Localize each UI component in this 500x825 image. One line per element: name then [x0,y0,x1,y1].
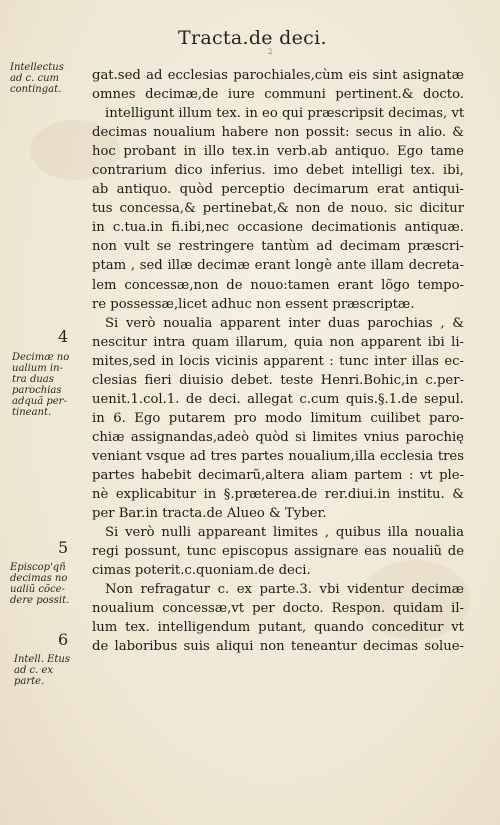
margin-note-line: ualiũ cõce- [10,584,65,595]
signature-mark: 2 [268,48,273,56]
text-line: lem concessæ,non de nouo:tamen erant lõgo tempo- [92,277,464,293]
text-line: gat.sed ad ecclesias parochiales,cùm eis sint asignatæ [92,68,464,83]
text-line: Si verò noualia apparent inter duas parochias , & [105,315,464,331]
text-line: in c.tua.in fi.ibi,nec occasione decimationis antiquæ. [92,220,464,236]
margin-note-decimae [12,352,69,418]
margin-note-line: parte. [14,676,45,687]
text-line: Si verò nulli appareant limites , quibus illa noualia [105,525,464,541]
text-line: nescitur intra quam illarum, quia non apparent ibi li- [92,334,464,350]
margin-note-line: decimas no [10,573,68,584]
text-line: partes habebit decimarũ,altera aliam partem : vt ple- [92,467,464,483]
text-line: ab antiquo. quòd perceptio decimarum erat antiqui- [92,182,464,198]
text-line: nè explicabitur in §.præterea.de rer.diui.in institu. & [92,487,464,503]
margin-note-intellectus [10,62,64,95]
text-line: lum tex. intelligendum putant, quando conceditur vt [92,620,464,636]
margin-note-episcopus [10,562,69,606]
text-line: re possessæ,licet adhuc non essent præscriptæ. [92,296,415,312]
text-line: contrarium dico inferius. imo debet intelligi tex. ibi, [92,163,464,179]
section-number-5: 5 [58,538,69,557]
text-line: de laboribus suis aliqui non teneantur decimas solue- [92,639,464,655]
text-line: chiæ assignandas,adeò quòd si limites vnius parochię [92,429,464,445]
margin-note-line: Episcop'qñ [10,562,66,573]
text-line: non vult se restringere tantùm ad decimam præscri- [92,239,464,255]
text-line: tus concessa,& pertinebat,& non de nouo. sic dicitur [92,201,464,217]
section-number-6: 6 [58,630,69,649]
text-line: cimas poterit.c.quoniam.de deci. [92,563,311,579]
text-line: mites,sed in locis vicinis apparent : tunc inter illas ec- [92,353,464,369]
margin-note-line: tra duas [12,374,54,385]
running-title: Tracta.de deci. [178,27,327,49]
margin-note-line: Intellectus [10,62,64,73]
margin-note-line: Intell. Etus [14,654,70,665]
text-line: in 6. Ego putarem pro modo limitum cuilibet paro- [92,410,464,426]
text-line: noualium concessæ,vt per docto. Respon. quidam il- [92,601,464,617]
margin-note-line: ad c. cum [10,73,60,84]
text-line: regi possunt, tunc episcopus assignare eas noualiũ de [92,544,464,560]
margin-note-line: tineant. [12,407,52,418]
text-line: intelligunt illum tex. in eo qui præscripsit decimas, vt [105,106,464,122]
margin-note-line: contingat. [10,84,62,95]
text-line: Non refragatur c. ex parte.3. vbi videntur decimæ [105,582,464,598]
text-line: veniant vsque ad tres partes noualium,illa ecclesia tres [92,448,464,464]
margin-note-line: ad c. ex [14,665,54,676]
margin-note-line: Decimæ no [12,352,70,363]
text-line: omnes decimæ,de iure communi pertinent.& docto. [92,87,464,103]
text-line: hoc probant in illo tex.in verb.ab antiquo. Ego tame [92,144,464,160]
margin-note-intellectus-ex-parte [14,654,70,687]
text-line: per Bar.in tracta.de Alueo & Tyber. [92,506,327,522]
main-text-block [92,66,464,656]
margin-note-line: adquã per- [12,396,67,407]
margin-note-line: parochias [12,385,62,396]
text-line: uenit.1.col.1. de deci. allegat c.cum quis.§.1.de sepul. [92,391,464,407]
text-line: ptam , sed illæ decimæ erant longè ante illam decreta- [92,258,464,274]
text-line: clesias fieri diuisio debet. teste Henri.Bohic,in c.per- [92,372,464,388]
margin-note-line: ualium in- [12,363,63,374]
section-number-4: 4 [58,327,69,346]
margin-note-line: dere possit. [10,595,70,606]
text-line: decimas noualium habere non possit: secus in alio. & [92,125,464,141]
